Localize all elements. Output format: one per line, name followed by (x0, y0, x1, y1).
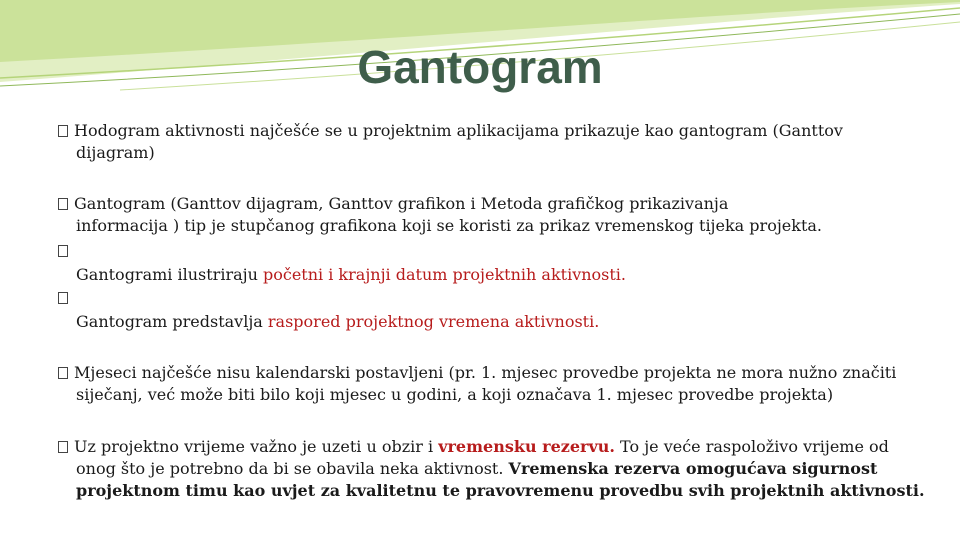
paragraph-vremenska-rezerva: Uz projektno vrijeme važno je uzeti u obzir i vremensku rezervu. To je veće raspoloživo vrijeme od onog što je potrebno da bi se obavila neka aktivnost. Vremenska rezerva omogućava sigurnost projektnom timu kao uvjet za kvalitetnu te pravovremenu provedbu svih projektnih aktivnosti. (58, 436, 888, 502)
square-bullet-icon (58, 198, 68, 210)
paragraph-gantogram-raspored: Gantogram predstavlja raspored projektnog vremena aktivnosti. (58, 287, 888, 333)
square-bullet-icon (58, 245, 68, 257)
square-bullet-icon (58, 292, 68, 304)
square-bullet-icon (58, 367, 68, 379)
square-bullet-icon (58, 441, 68, 453)
paragraph-gantogrami-ilustriraju: Gantogrami ilustriraju početni i krajnji datum projektnih aktivnosti. (58, 240, 888, 286)
paragraph-mjeseci: Mjeseci najčešće nisu kalendarski postavljeni (pr. 1. mjesec provedbe projekta ne mora nužno značiti siječanj, već može biti bilo koji mjesec u godini, a koji označava 1. mjesec provedbe projekta) (58, 362, 888, 406)
paragraph-hodogram: Hodogram aktivnosti najčešće se u projektnim aplikacijama prikazuje kao gantogram (Ganttov dijagram) (58, 120, 888, 164)
page-title: Gantogram (357, 41, 603, 93)
square-bullet-icon (58, 125, 68, 137)
paragraph-gantogram-definition: Gantogram (Ganttov dijagram, Ganttov grafikon i Metoda grafičkog prikazivanja informacija ) tip je stupčanog grafikona koji se koristi za prikaz vremenskog tijeka projekta. (58, 193, 888, 237)
